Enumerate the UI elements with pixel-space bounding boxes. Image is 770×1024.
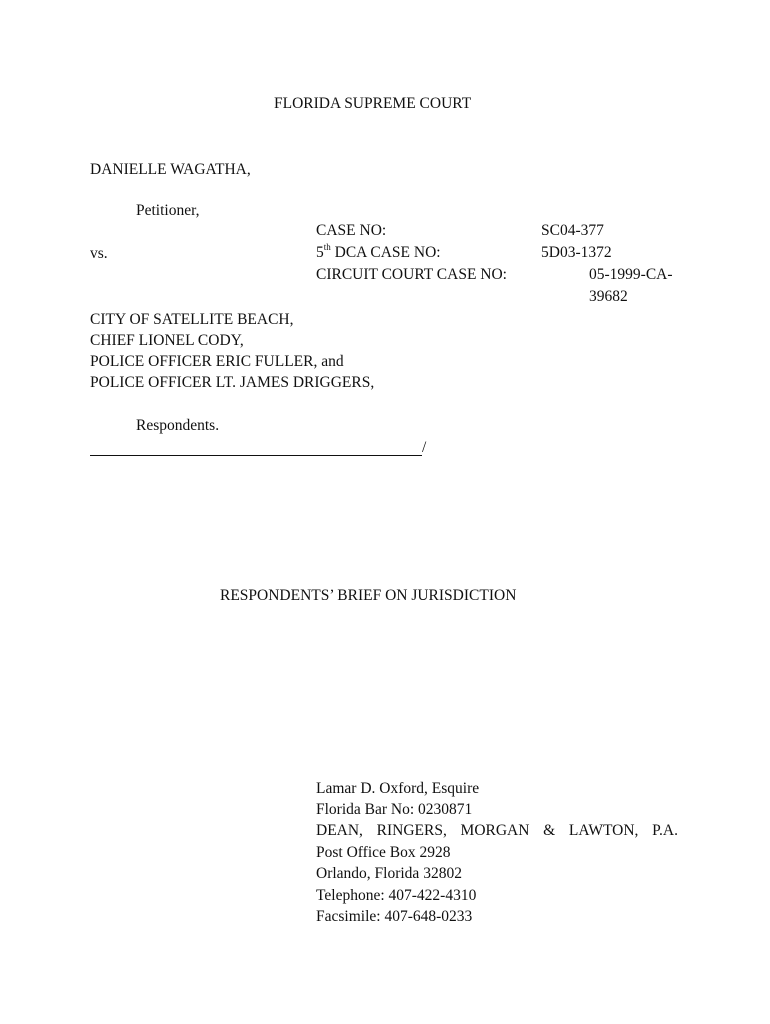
circuit-case-no-value-line1: 05-1999-CA- xyxy=(589,266,673,283)
petitioner-role: Petitioner, xyxy=(136,202,200,219)
case-no-label: CASE NO: xyxy=(316,222,387,239)
counsel-telephone: Telephone: 407-422-4310 xyxy=(316,887,477,904)
firm-word: MORGAN xyxy=(460,822,530,839)
dca-case-no-value: 5D03-1372 xyxy=(541,244,612,261)
versus: vs. xyxy=(90,245,108,262)
dca-case-no-label: 5th DCA CASE NO: xyxy=(316,241,441,261)
counsel-city: Orlando, Florida 32802 xyxy=(316,865,462,882)
respondent-line: CITY OF SATELLITE BEACH, xyxy=(90,311,294,328)
firm-word: P.A. xyxy=(652,822,678,839)
signature-rule xyxy=(90,455,422,456)
counsel-bar-no: Florida Bar No: 0230871 xyxy=(316,801,473,818)
rule-end-slash: / xyxy=(422,439,427,456)
respondent-role: Respondents. xyxy=(136,417,220,434)
brief-title: RESPONDENTS’ BRIEF ON JURISDICTION xyxy=(220,587,517,604)
firm-word: DEAN, xyxy=(316,822,363,839)
counsel-name: Lamar D. Oxford, Esquire xyxy=(316,780,480,797)
respondent-line: POLICE OFFICER ERIC FULLER, and xyxy=(90,353,344,370)
counsel-facsimile: Facsimile: 407-648-0233 xyxy=(316,908,473,925)
counsel-firm xyxy=(316,821,678,841)
counsel-po-box: Post Office Box 2928 xyxy=(316,844,451,861)
circuit-case-no-value-line2: 39682 xyxy=(589,288,628,305)
firm-word: & xyxy=(543,822,556,839)
respondent-line: POLICE OFFICER LT. JAMES DRIGGERS, xyxy=(90,374,375,391)
firm-word: RINGERS, xyxy=(376,822,447,839)
case-no-value: SC04-377 xyxy=(541,222,604,239)
firm-word: LAWTON, xyxy=(568,822,639,839)
circuit-case-no-label: CIRCUIT COURT CASE NO: xyxy=(316,266,507,283)
court-title: FLORIDA SUPREME COURT xyxy=(274,95,472,112)
respondent-line: CHIEF LIONEL CODY, xyxy=(90,332,244,349)
petitioner-name: DANIELLE WAGATHA, xyxy=(90,161,251,178)
